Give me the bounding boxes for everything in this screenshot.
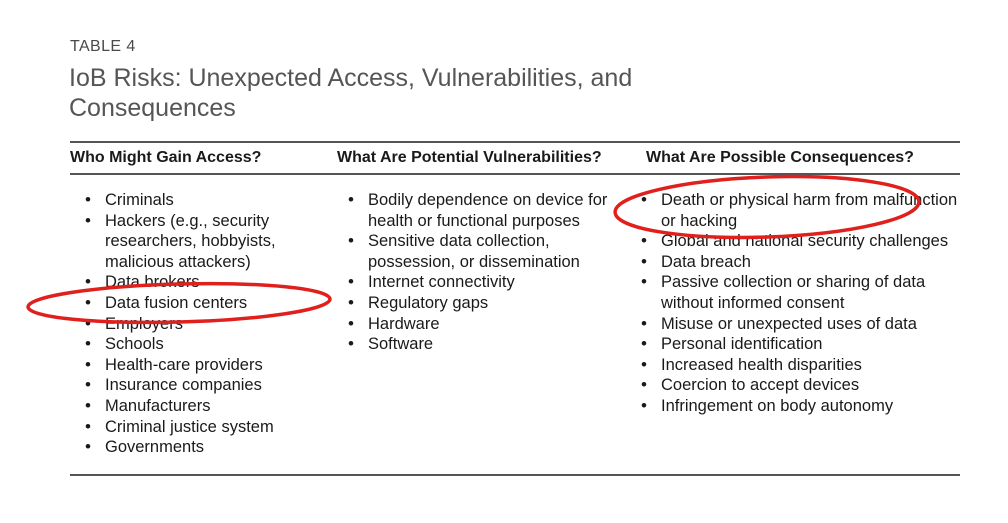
header-rule xyxy=(70,173,960,175)
list-item: • Increased health disparities xyxy=(641,355,961,376)
list-item: • Infringement on body autonomy xyxy=(641,396,961,417)
list-item: • Bodily dependence on device for health or functional purposes xyxy=(348,190,618,231)
list-item: • Misuse or unexpected uses of data xyxy=(641,314,961,335)
column-header-consequences: What Are Possible Consequences? xyxy=(646,149,914,166)
list-item: • Sensitive data collection, possession, or dissemination xyxy=(348,231,618,272)
list-item: • Data brokers xyxy=(85,272,325,293)
bottom-rule xyxy=(70,474,960,476)
list-item: • Coercion to accept devices xyxy=(641,375,961,396)
top-rule xyxy=(70,141,960,143)
list-item: • Employers xyxy=(85,314,325,335)
column-header-access: Who Might Gain Access? xyxy=(70,149,262,166)
list-item: • Global and national security challenges xyxy=(641,231,961,252)
list-item: • Data breach xyxy=(641,252,961,273)
list-item: • Hardware xyxy=(348,314,618,335)
list-item: • Manufacturers xyxy=(85,396,325,417)
column-header-vulnerabilities: What Are Potential Vulnerabilities? xyxy=(337,149,602,166)
list-item: • Death or physical harm from malfunction or hacking xyxy=(641,190,961,231)
table-label: TABLE 4 xyxy=(70,38,136,55)
list-item: • Insurance companies xyxy=(85,375,325,396)
list-item: • Health-care providers xyxy=(85,355,325,376)
list-item: • Governments xyxy=(85,437,325,458)
table-title: IoB Risks: Unexpected Access, Vulnerabilities, and Consequences xyxy=(69,64,633,122)
list-item: • Criminals xyxy=(85,190,325,211)
list-item: • Internet connectivity xyxy=(348,272,618,293)
list-item: • Passive collection or sharing of data without informed consent xyxy=(641,272,961,313)
list-item: • Hackers (e.g., security researchers, hobbyists, malicious attackers) xyxy=(85,211,325,273)
access-list xyxy=(85,190,325,458)
list-item: • Regulatory gaps xyxy=(348,293,618,314)
list-item: • Data fusion centers xyxy=(85,293,325,314)
vulnerabilities-list xyxy=(348,190,618,355)
list-item: • Schools xyxy=(85,334,325,355)
consequences-list xyxy=(641,190,961,417)
list-item: • Software xyxy=(348,334,618,355)
list-item: • Criminal justice system xyxy=(85,417,325,438)
list-item: • Personal identification xyxy=(641,334,961,355)
